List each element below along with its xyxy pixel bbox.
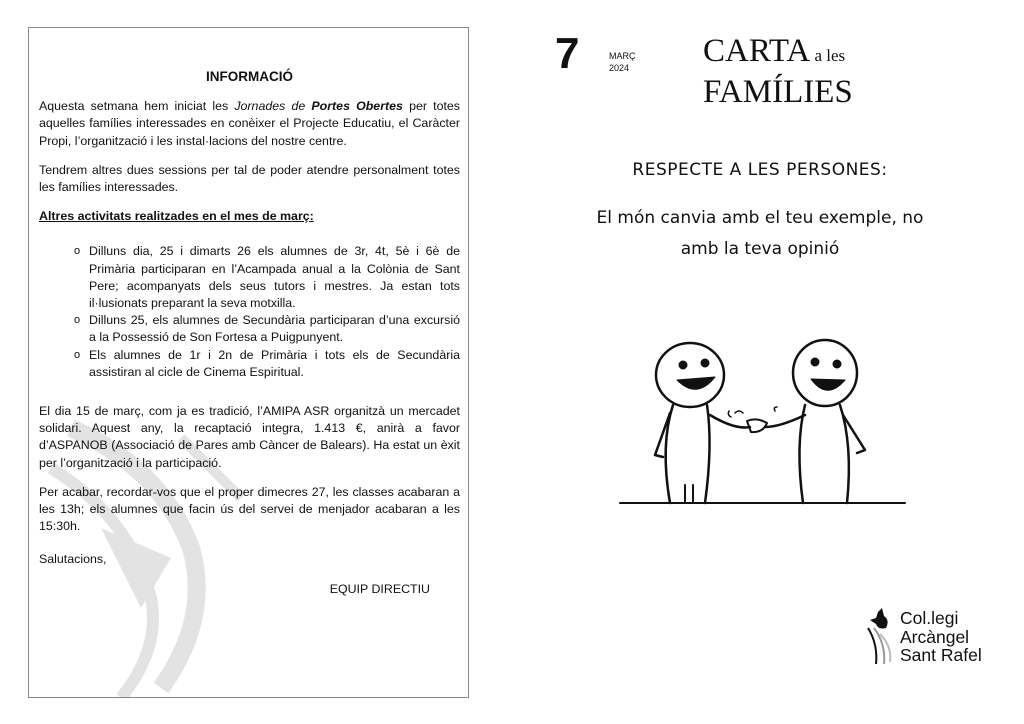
issue-month: MARÇ [609, 51, 636, 61]
issue-date [609, 50, 636, 74]
school-logo-text [900, 609, 982, 665]
logo-line-1: Col.legi [900, 608, 959, 628]
information-content [39, 28, 460, 598]
activities-list [39, 243, 460, 381]
activities-heading: Altres activitats realitzades en el mes de març: [39, 209, 314, 224]
handshake-illustration [615, 335, 910, 510]
list-item: o Dilluns dia, 25 i dimarts 26 els alumnes de 3r, 4t, 5è i 6è de Primària participaran en l’Acampada anual a la Colònia de Sant Pere; acompanyats dels seus tutors i mestres. Ja estan tots il·lusionats preparant la seva motxilla. [89, 243, 460, 312]
logo-line-2: Arcàngel [900, 626, 970, 647]
information-panel [28, 27, 469, 698]
title-a-les: a les [810, 46, 846, 65]
motto-heading: RESPECTE A LES PERSONES: [632, 160, 888, 180]
sessions-paragraph: Tendrem altres dues sessions per tal de poder atendre personalment totes les famílies interessades. [39, 162, 460, 195]
logo-line-3: Sant Rafel [900, 645, 982, 665]
signature: EQUIP DIRECTIU [329, 581, 430, 596]
school-logo-mark [864, 606, 904, 668]
schedule-paragraph: Per acabar, recordar-vos que el proper dimecres 27, les classes acabaran a les 13h; els alumnes que facin ús del servei de menjador acabaran a les 15:30h. [39, 484, 460, 534]
market-paragraph: El dia 15 de març, com ja es tradició, l’AMIPA ASR organitzà un mercadet solidari. Aquest any, la recaptació integra, 1.413 €, anirà a favor d’ASPANOB (Associació de Pares amb Càncer de Balears). Ha estat un èxit per l’organització i la participació. [39, 404, 460, 470]
list-item: o Els alumnes de 1r i 2n de Primària i tots els de Secundària assistiran al cicle de Cinema Espiritual. [89, 347, 460, 381]
title-word-carta: CARTA [703, 33, 811, 69]
issue-year: 2024 [609, 63, 630, 73]
motto-text [560, 203, 960, 265]
intro-paragraph: Aquesta setmana hem iniciat les Jornades de Portes Obertes per totes aquelles famílies interessades en conèixer el Projecte Educatiu, el Caràcter Propi, l’organització i les instal·lacions del nostre centre. [39, 99, 460, 148]
issue-number: 7 [555, 29, 580, 78]
list-item: o Dilluns 25, els alumnes de Secundària participaran d’una excursió a la Possessió de Son Fortesa a Puigpunyent. [89, 312, 460, 346]
page-title [703, 33, 853, 111]
motto-line-1: El món canvia amb el teu exemple, no [596, 208, 924, 228]
info-title: INFORMACIÓ [206, 69, 293, 84]
greeting: Salutacions, [39, 552, 107, 567]
motto-line-2: amb la teva opinió [680, 239, 840, 259]
title-word-families: FAMÍLIES [703, 74, 853, 110]
